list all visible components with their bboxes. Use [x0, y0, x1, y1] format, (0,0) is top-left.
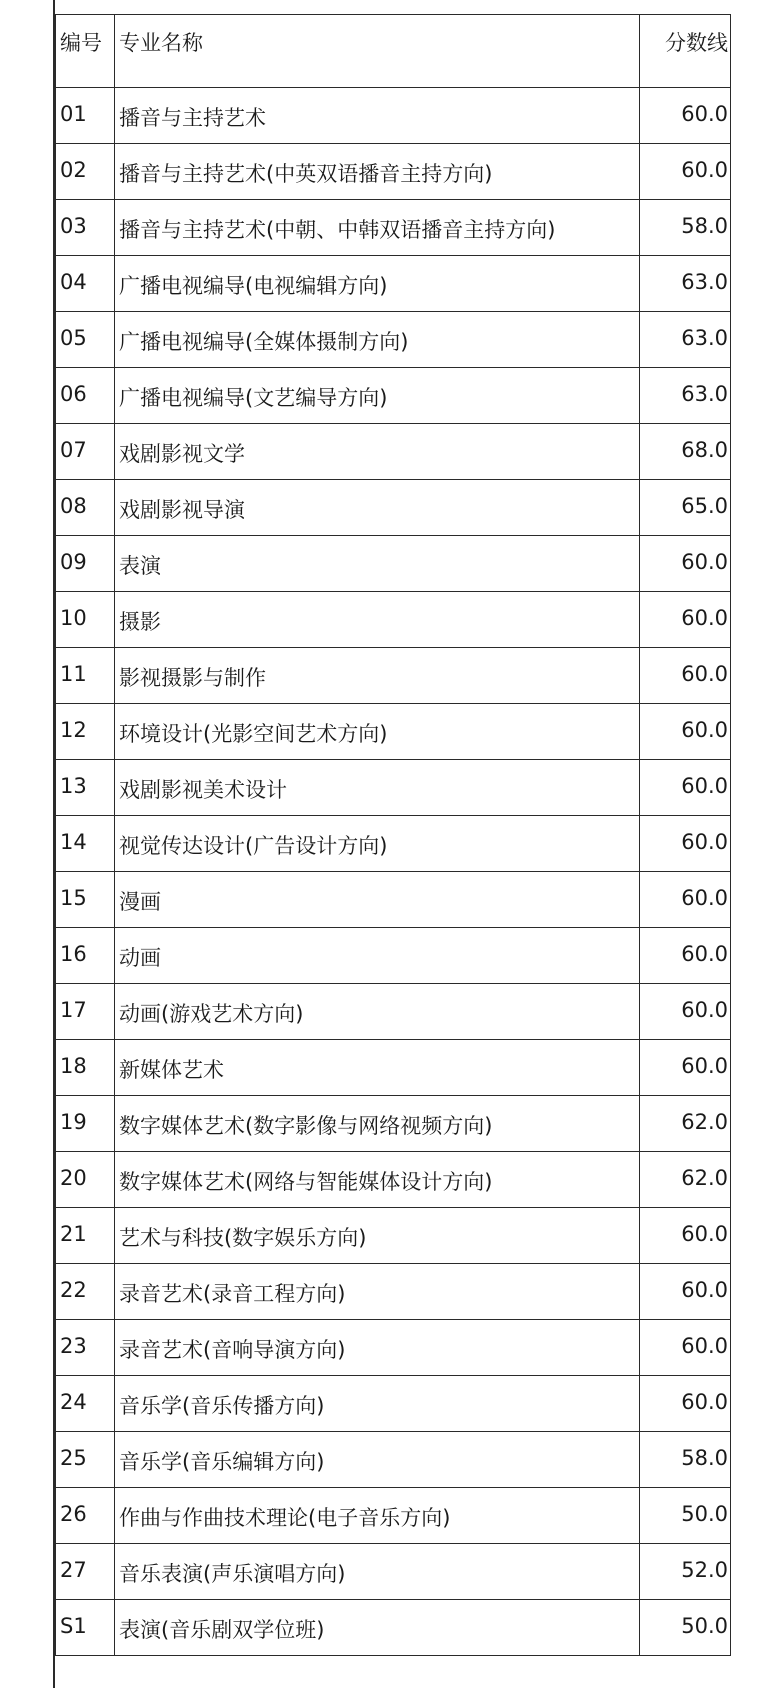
- row-score-cell: 60.0: [640, 816, 731, 872]
- table-header-row: [56, 15, 731, 88]
- table-row: [56, 368, 731, 424]
- table-body: [56, 88, 731, 1656]
- row-id-cell: 06: [56, 368, 115, 424]
- row-score-cell: 58.0: [640, 200, 731, 256]
- row-id-cell: 19: [56, 1096, 115, 1152]
- row-id-cell: 26: [56, 1488, 115, 1544]
- row-score-cell: 63.0: [640, 312, 731, 368]
- row-id-cell: 03: [56, 200, 115, 256]
- header-score: 分数线: [640, 15, 731, 88]
- table-row: [56, 592, 731, 648]
- row-name-cell: 播音与主持艺术(中朝、中韩双语播音主持方向): [115, 200, 640, 256]
- row-score-cell: 60.0: [640, 760, 731, 816]
- table-row: [56, 760, 731, 816]
- row-score-cell: 60.0: [640, 1376, 731, 1432]
- row-name-cell: 数字媒体艺术(数字影像与网络视频方向): [115, 1096, 640, 1152]
- row-score-cell: 63.0: [640, 368, 731, 424]
- row-id-cell: 07: [56, 424, 115, 480]
- row-name-cell: 音乐学(音乐传播方向): [115, 1376, 640, 1432]
- row-name-cell: 表演(音乐剧双学位班): [115, 1600, 640, 1656]
- row-name-cell: 播音与主持艺术: [115, 88, 640, 144]
- row-name-cell: 戏剧影视文学: [115, 424, 640, 480]
- row-name-cell: 新媒体艺术: [115, 1040, 640, 1096]
- row-name-cell: 录音艺术(音响导演方向): [115, 1320, 640, 1376]
- row-score-cell: 60.0: [640, 928, 731, 984]
- row-name-cell: 戏剧影视导演: [115, 480, 640, 536]
- row-score-cell: 60.0: [640, 1320, 731, 1376]
- row-id-cell: 25: [56, 1432, 115, 1488]
- table-row: [56, 816, 731, 872]
- row-id-cell: 05: [56, 312, 115, 368]
- header-id: 编号: [56, 15, 115, 88]
- row-name-cell: 音乐表演(声乐演唱方向): [115, 1544, 640, 1600]
- row-name-cell: 漫画: [115, 872, 640, 928]
- row-score-cell: 60.0: [640, 88, 731, 144]
- row-score-cell: 60.0: [640, 592, 731, 648]
- row-score-cell: 50.0: [640, 1600, 731, 1656]
- table-row: [56, 312, 731, 368]
- row-score-cell: 65.0: [640, 480, 731, 536]
- row-score-cell: 60.0: [640, 872, 731, 928]
- row-id-cell: 15: [56, 872, 115, 928]
- table-row: [56, 256, 731, 312]
- row-id-cell: 13: [56, 760, 115, 816]
- score-table: [55, 14, 731, 1656]
- row-score-cell: 60.0: [640, 536, 731, 592]
- row-name-cell: 摄影: [115, 592, 640, 648]
- row-id-cell: 09: [56, 536, 115, 592]
- table-row: [56, 1264, 731, 1320]
- row-id-cell: 18: [56, 1040, 115, 1096]
- row-id-cell: 04: [56, 256, 115, 312]
- row-id-cell: 20: [56, 1152, 115, 1208]
- table-row: [56, 1376, 731, 1432]
- row-score-cell: 68.0: [640, 424, 731, 480]
- row-score-cell: 60.0: [640, 1208, 731, 1264]
- row-name-cell: 动画(游戏艺术方向): [115, 984, 640, 1040]
- row-id-cell: 01: [56, 88, 115, 144]
- row-id-cell: 16: [56, 928, 115, 984]
- row-name-cell: 环境设计(光影空间艺术方向): [115, 704, 640, 760]
- row-id-cell: 23: [56, 1320, 115, 1376]
- table-row: [56, 1432, 731, 1488]
- row-name-cell: 录音艺术(录音工程方向): [115, 1264, 640, 1320]
- table-row: [56, 1040, 731, 1096]
- row-score-cell: 60.0: [640, 648, 731, 704]
- table-row: [56, 872, 731, 928]
- row-name-cell: 艺术与科技(数字娱乐方向): [115, 1208, 640, 1264]
- row-score-cell: 60.0: [640, 984, 731, 1040]
- table-row: [56, 928, 731, 984]
- row-id-cell: 10: [56, 592, 115, 648]
- row-name-cell: 播音与主持艺术(中英双语播音主持方向): [115, 144, 640, 200]
- row-score-cell: 60.0: [640, 144, 731, 200]
- row-score-cell: 60.0: [640, 1040, 731, 1096]
- row-name-cell: 广播电视编导(电视编辑方向): [115, 256, 640, 312]
- row-name-cell: 戏剧影视美术设计: [115, 760, 640, 816]
- table-row: [56, 480, 731, 536]
- table-row: [56, 1488, 731, 1544]
- row-name-cell: 表演: [115, 536, 640, 592]
- row-id-cell: 17: [56, 984, 115, 1040]
- row-name-cell: 动画: [115, 928, 640, 984]
- table-row: [56, 1544, 731, 1600]
- row-id-cell: 11: [56, 648, 115, 704]
- row-score-cell: 58.0: [640, 1432, 731, 1488]
- table-row: [56, 648, 731, 704]
- row-id-cell: 24: [56, 1376, 115, 1432]
- row-score-cell: 62.0: [640, 1096, 731, 1152]
- table-row: [56, 1600, 731, 1656]
- row-score-cell: 63.0: [640, 256, 731, 312]
- row-score-cell: 50.0: [640, 1488, 731, 1544]
- row-score-cell: 62.0: [640, 1152, 731, 1208]
- row-score-cell: 60.0: [640, 704, 731, 760]
- header-name: 专业名称: [115, 15, 640, 88]
- row-id-cell: 08: [56, 480, 115, 536]
- row-name-cell: 音乐学(音乐编辑方向): [115, 1432, 640, 1488]
- row-name-cell: 影视摄影与制作: [115, 648, 640, 704]
- row-name-cell: 视觉传达设计(广告设计方向): [115, 816, 640, 872]
- table-row: [56, 424, 731, 480]
- table-row: [56, 1152, 731, 1208]
- table-row: [56, 1208, 731, 1264]
- table-row: [56, 1096, 731, 1152]
- table-row: [56, 144, 731, 200]
- table-row: [56, 704, 731, 760]
- row-id-cell: 02: [56, 144, 115, 200]
- row-id-cell: 27: [56, 1544, 115, 1600]
- table-row: [56, 536, 731, 592]
- row-name-cell: 作曲与作曲技术理论(电子音乐方向): [115, 1488, 640, 1544]
- table-row: [56, 1320, 731, 1376]
- row-name-cell: 数字媒体艺术(网络与智能媒体设计方向): [115, 1152, 640, 1208]
- row-name-cell: 广播电视编导(文艺编导方向): [115, 368, 640, 424]
- row-id-cell: 14: [56, 816, 115, 872]
- row-id-cell: 22: [56, 1264, 115, 1320]
- row-id-cell: 21: [56, 1208, 115, 1264]
- table-row: [56, 200, 731, 256]
- row-id-cell: 12: [56, 704, 115, 760]
- table-row: [56, 88, 731, 144]
- row-id-cell: S1: [56, 1600, 115, 1656]
- table-row: [56, 984, 731, 1040]
- row-score-cell: 60.0: [640, 1264, 731, 1320]
- row-name-cell: 广播电视编导(全媒体摄制方向): [115, 312, 640, 368]
- row-score-cell: 52.0: [640, 1544, 731, 1600]
